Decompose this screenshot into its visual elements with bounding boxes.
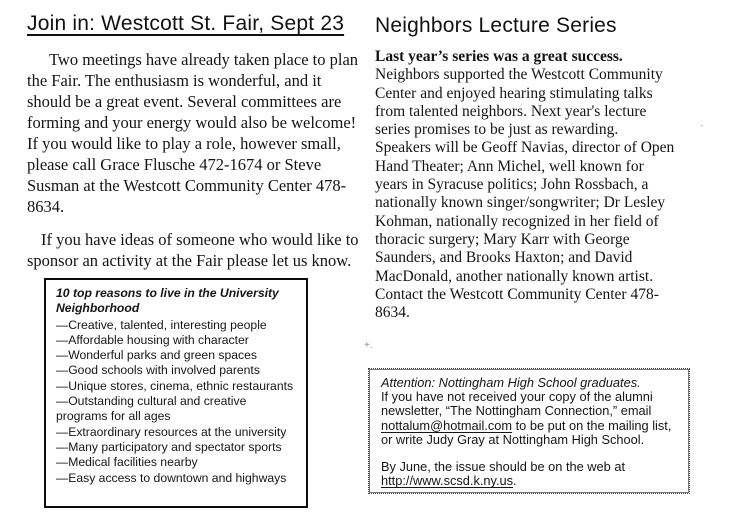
top-reasons-heading: 10 top reasons to live in the University Neighborhood bbox=[56, 286, 279, 316]
grads-box-paragraph-2 bbox=[381, 460, 679, 488]
reason-item: —Good schools with involved parents bbox=[56, 363, 260, 378]
left-article-paragraph-1: Two meetings have already taken place to plan the Fair. The enthusiasm is wonderful, and it should be a great event. Several committees are forming and your energy would also be welcome! If you would like to play a role, however small, please call Grace Flusche 472-1674 or Steve Susman at the Westcott Community Center 478-8634. bbox=[27, 50, 359, 216]
reason-item: —Many participatory and spectator sports bbox=[56, 439, 282, 454]
left-article-title: Join in: Westcott St. Fair, Sept 23 bbox=[27, 12, 345, 35]
url-link: http://www.scsd.k.ny.us bbox=[381, 473, 514, 489]
grads-box-title: Attention: Nottingham High School graduates. bbox=[381, 375, 641, 390]
reason-item: —Creative, talented, interesting people bbox=[56, 317, 267, 332]
grads-p1-text: If you have not received your copy of the alumni newsletter, “The Nottingham Connection,” email bbox=[381, 389, 653, 419]
top-reasons-box bbox=[44, 278, 308, 508]
scan-artifact-mark: +. bbox=[364, 340, 373, 351]
nottingham-grads-box bbox=[368, 368, 690, 494]
right-article-paragraph bbox=[375, 48, 678, 322]
grads-box-paragraph-1 bbox=[381, 390, 679, 447]
reason-item: —Medical facilities nearby bbox=[56, 455, 198, 470]
grads-p2-text-after: . bbox=[513, 473, 517, 489]
lead-sentence: Last year’s series was a great success. bbox=[375, 48, 623, 65]
reason-item: —Affordable housing with character bbox=[56, 332, 249, 347]
scan-artifact-dot: · bbox=[700, 120, 704, 131]
left-article-paragraph-2: If you have ideas of someone who would like to sponsor an activity at the Fair please let us know. bbox=[27, 230, 359, 270]
reason-item: —Extraordinary resources at the university bbox=[56, 424, 287, 439]
reason-item: —Wonderful parks and green spaces bbox=[56, 348, 257, 363]
reason-item: —Unique stores, cinema, ethnic restaurants bbox=[56, 378, 294, 393]
right-article-title: Neighbors Lecture Series bbox=[375, 14, 617, 37]
left-article bbox=[27, 12, 364, 283]
reason-item: —Easy access to downtown and highways bbox=[56, 470, 287, 485]
right-article bbox=[375, 14, 678, 334]
email-link: nottalum@hotmail.com bbox=[381, 417, 513, 433]
right-article-body: Neighbors supported the Westcott Community Center and enjoyed hearing stimulating talks from talented neighbors. Next year's lecture series promises to be just as rewarding. Speakers will be Geoff Navias, director of Open Hand Theater; Ann Michel, well known for years in Syracuse politics; John Rossbach, a nationally known singer/songwriter; Dr Lesley Kohman, nationally recognized in her field of thoracic surgery; Mary Karr with George Saunders, and Brooks Haxton; and David MacDonald, another nationally known artist. Contact the Westcott Community Center 478-8634. bbox=[375, 66, 675, 322]
grads-p1-text-after: to be put on the mailing list, or write Judy Gray at Nottingham High School. bbox=[381, 417, 672, 447]
grads-p2-text: By June, the issue should be on the web at bbox=[381, 459, 626, 475]
reason-item: —Outstanding cultural and creative programs for all ages bbox=[56, 394, 247, 424]
